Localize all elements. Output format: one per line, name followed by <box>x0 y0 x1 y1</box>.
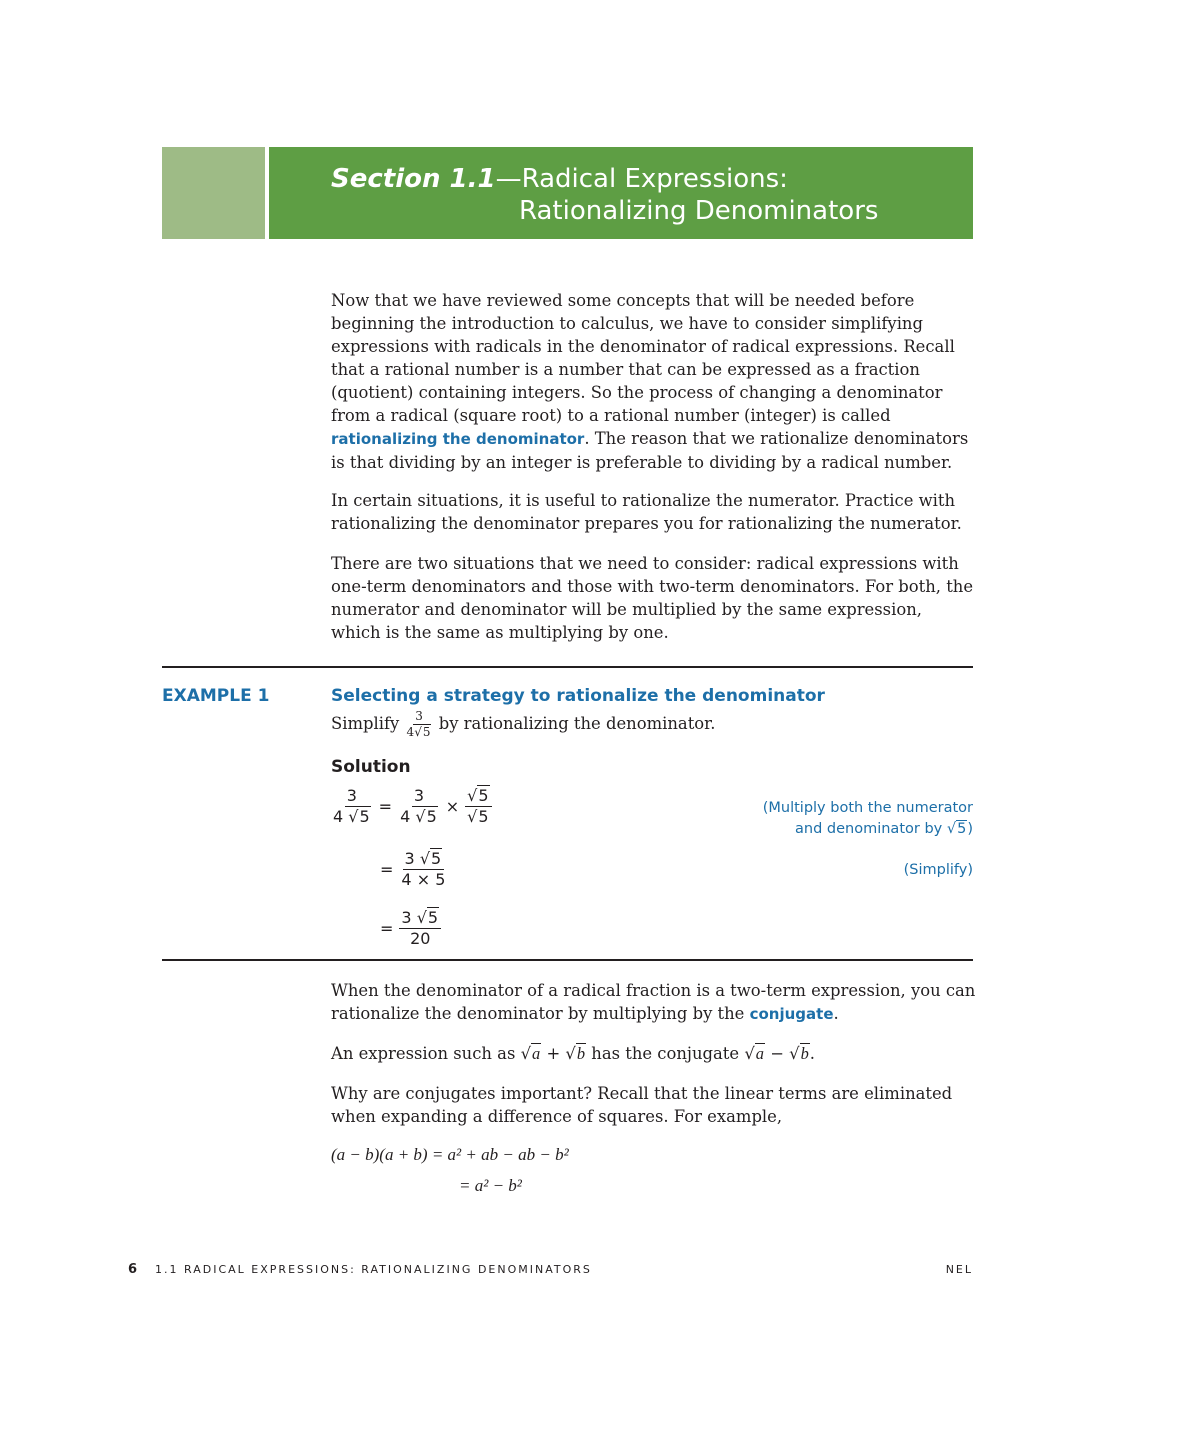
equals-sign: = <box>380 918 394 938</box>
solution-step-3 <box>380 909 441 947</box>
fraction-result <box>399 909 441 947</box>
section-title-line1: —Radical Expressions: <box>495 164 788 194</box>
radical: √5 <box>467 806 489 826</box>
radical: √5 <box>946 821 967 837</box>
task-text: Simplify <box>331 714 400 734</box>
radicand: 5 <box>422 725 431 740</box>
note-multiply <box>763 798 973 840</box>
example-top-rule <box>162 666 973 668</box>
section-label: Section 1.1 <box>331 164 496 194</box>
radical: √5 <box>348 806 370 826</box>
fraction-root5-over-root5 <box>465 787 491 825</box>
example-label: EXAMPLE 1 <box>162 686 270 706</box>
p4-text-end: . <box>833 1004 839 1023</box>
radicand: b <box>576 1044 586 1063</box>
conjugate-paragraph-3: Why are conjugates important? Recall that the linear terms are eliminated when expanding a difference of squares. For example, <box>331 1084 953 1126</box>
intro-p1-text: Now that we have reviewed some concepts that will be needed before beginning the introduction to calculus, we have to consider simplifying expressions with radicals in the denominator of radical expressions. Recall that a rational number is a number that can be expressed as a fraction (quotient) containing integers. So the process of changing a denominator from a radical (square root) to a rational number (integer) is called <box>331 291 955 425</box>
note-multiply-line2: and denominator by <box>795 821 943 837</box>
fraction-step2 <box>399 850 447 888</box>
numerator <box>465 787 491 807</box>
minus-sign: − <box>770 1044 784 1063</box>
plus-sign: + <box>546 1044 561 1063</box>
radicand: 5 <box>431 849 442 868</box>
radicand: a <box>532 1044 541 1063</box>
conjugate-paragraph-2 <box>331 1041 976 1067</box>
coef: 3 <box>404 849 415 868</box>
term-conjugate: conjugate <box>749 1005 834 1023</box>
denominator <box>398 807 440 826</box>
p5-text-mid: has the conjugate <box>591 1044 740 1063</box>
radical: √5 <box>415 806 437 826</box>
intro-paragraph-3: There are two situations that we need to consider: radical expressions with one-term denominators and those with two-term denominators. For both, the numerator and denominator will be multiplied by the same expression, which is the same as multiplying by one. <box>331 554 974 642</box>
radicand: a <box>755 1044 764 1063</box>
solution-step-2 <box>380 850 447 888</box>
difference-of-squares-line-1: (a − b)(a + b) = a² + ab − ab − b² <box>331 1145 569 1164</box>
radicand: 5 <box>427 908 439 927</box>
numerator: 3 <box>346 786 357 805</box>
denominator <box>465 807 491 826</box>
example-bottom-rule <box>162 959 973 961</box>
section-title-line2: Rationalizing Denominators <box>519 196 879 226</box>
intro-paragraph-1 <box>331 289 976 474</box>
solution-heading: Solution <box>331 757 411 777</box>
numerator: 3 <box>413 786 424 805</box>
coef: 3 <box>401 908 412 927</box>
solution-step-1 <box>331 787 492 825</box>
intro-p1-text-end: . The reason that we rationalize denominators is that dividing by an integer is preferable to dividing by a radical number. <box>331 429 969 472</box>
radicand: b <box>800 1044 809 1063</box>
radical-b: √b <box>789 1044 809 1063</box>
equals-sign: = <box>380 859 394 879</box>
radical-a: √a <box>520 1044 541 1063</box>
radical: √5 <box>467 786 489 805</box>
coef: 4 <box>333 806 344 826</box>
denominator <box>399 870 447 889</box>
example-title: Selecting a strategy to rationalize the denominator <box>331 686 825 706</box>
radical-b: √b <box>565 1044 586 1063</box>
example-task <box>331 710 715 739</box>
denominator <box>331 807 373 826</box>
coef: 4 <box>406 725 415 740</box>
p4-text: When the denominator of a radical fraction is a two-term expression, you can rationalize the denominator by multiplying by the <box>331 981 976 1023</box>
p5-text-end: . <box>809 1044 816 1063</box>
task-fraction-denominator <box>405 725 434 739</box>
page-number: 6 <box>128 1262 138 1277</box>
note-multiply-line1: (Multiply both the numerator <box>762 800 973 816</box>
fraction-original-copy <box>398 787 440 825</box>
term-rationalizing-the-denominator: rationalizing the denominator <box>331 430 585 448</box>
radicand: 5 <box>426 806 437 826</box>
task-fraction <box>405 710 434 739</box>
note-close-paren: ) <box>967 821 973 837</box>
intro-paragraph-2: In certain situations, it is useful to rationalize the numerator. Practice with rationalizing the denominator prepares you for rationalizing the numerator. <box>331 491 962 533</box>
radical-a: √a <box>744 1044 764 1063</box>
running-footer-title: 1.1 RADICAL EXPRESSIONS: RATIONALIZING DENOMINATORS <box>155 1263 592 1276</box>
denominator: 20 <box>410 928 431 948</box>
difference-of-squares-line-2: = a² − b² <box>459 1176 522 1195</box>
radicand: 5 <box>957 821 967 837</box>
numerator <box>403 850 445 870</box>
times-sign: × <box>445 796 460 816</box>
radicand: 5 <box>359 806 370 826</box>
note-simplify: (Simplify) <box>903 862 973 878</box>
coef: 4 <box>400 806 411 826</box>
radical: √5 <box>419 849 442 868</box>
radical: √5 <box>414 725 431 740</box>
fraction-original <box>331 787 373 825</box>
header-accent-block <box>162 147 265 239</box>
page-footer <box>128 1262 973 1277</box>
times-sign: × <box>416 869 431 889</box>
publisher-mark: NEL <box>945 1263 973 1276</box>
task-fraction-numerator: 3 <box>413 710 425 725</box>
task-text-end: by rationalizing the denominator. <box>438 714 716 734</box>
factor: 4 <box>401 869 412 889</box>
conjugate-paragraph-1 <box>331 979 976 1026</box>
p5-text: An expression such as <box>331 1044 516 1063</box>
numerator <box>399 909 441 929</box>
radicand: 5 <box>478 806 489 826</box>
radical: √5 <box>416 908 439 927</box>
radicand: 5 <box>478 786 489 805</box>
section-title <box>331 163 878 227</box>
equals-sign: = <box>378 796 393 816</box>
factor: 5 <box>435 869 446 889</box>
